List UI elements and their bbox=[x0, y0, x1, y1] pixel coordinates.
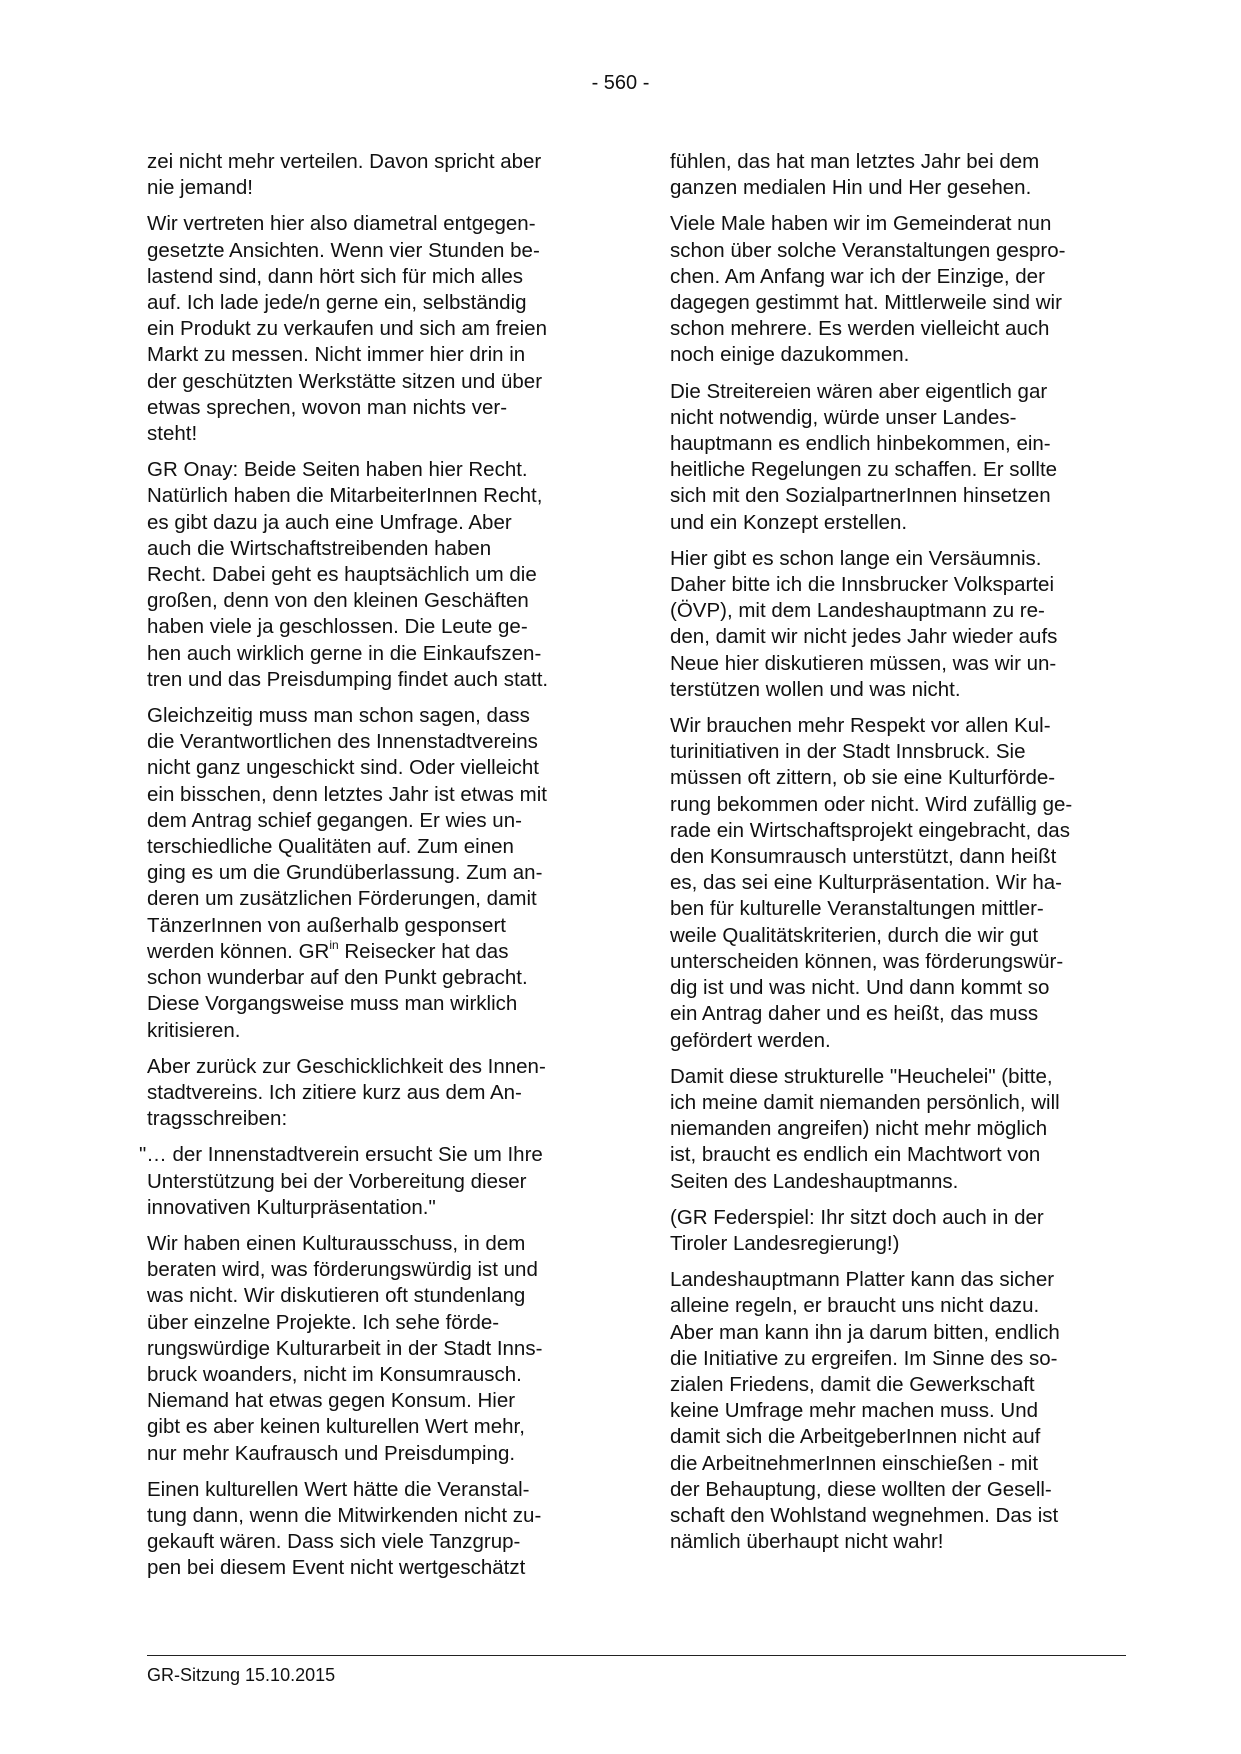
text-line: Landeshauptmann Platter kann das sicher bbox=[670, 1268, 1055, 1292]
text-line: Hier gibt es schon lange ein Versäumnis. bbox=[670, 546, 1042, 570]
text-line: Diese Vorgangsweise muss man wirklich bbox=[147, 992, 518, 1016]
text-line: und ein Konzept erstellen. bbox=[670, 510, 908, 534]
text-line: Die Streitereien wären aber eigentlich gar bbox=[670, 379, 1048, 403]
text-line: ein Produkt zu verkaufen und sich am freien bbox=[147, 317, 547, 341]
paragraph bbox=[147, 211, 603, 447]
text-line: schaft den Wohlstand wegnehmen. Das ist bbox=[670, 1503, 1059, 1527]
text-line: der geschützten Werkstätte sitzen und über bbox=[147, 369, 543, 393]
text-line: tung dann, wenn die Mitwirkenden nicht zu- bbox=[147, 1503, 542, 1527]
text-line: der Behauptung, diese wollten der Gesell- bbox=[670, 1477, 1052, 1501]
text-line: lastend sind, dann hört sich für mich alles bbox=[147, 264, 524, 288]
text-fragment: werden können. GR bbox=[147, 939, 330, 963]
text-line: stadtvereins. Ich zitiere kurz aus dem An- bbox=[147, 1080, 522, 1104]
text-line: steht! bbox=[147, 422, 198, 446]
text-line: die Verantwortlichen des Innenstadtvereins bbox=[147, 730, 538, 754]
paragraph bbox=[670, 211, 1126, 368]
paragraph bbox=[147, 149, 603, 201]
text-line: TänzerInnen von außerhalb gesponsert bbox=[147, 913, 506, 937]
text-line: etwas sprechen, wovon man nichts ver- bbox=[147, 395, 508, 419]
quotation bbox=[139, 1142, 603, 1221]
text-line: gesetzte Ansichten. Wenn vier Stunden be- bbox=[147, 238, 540, 262]
text-line: Niemand hat etwas gegen Konsum. Hier bbox=[147, 1389, 516, 1413]
text-line: nämlich überhaupt nicht wahr! bbox=[670, 1530, 944, 1554]
text-line: Wir brauchen mehr Respekt vor allen Kul- bbox=[670, 714, 1051, 738]
text-line: bruck woanders, nicht im Konsumrausch. bbox=[147, 1362, 522, 1386]
text-line: nicht ganz ungeschickt sind. Oder vielleicht bbox=[147, 756, 539, 780]
text-line: terstützen wollen und was nicht. bbox=[670, 677, 961, 701]
text-line: ben für kulturelle Veranstaltungen mittler- bbox=[670, 897, 1044, 921]
text-line: dem Antrag schief gegangen. Er wies un- bbox=[147, 808, 522, 832]
text-line: Unterstützung bei der Vorbereitung dieser bbox=[147, 1169, 527, 1193]
text-line: hen auch wirklich gerne in die Einkaufszen- bbox=[147, 641, 542, 665]
text-line: "… der Innenstadtverein ersucht Sie um Ihre bbox=[139, 1143, 543, 1167]
text-line: pen bei diesem Event nicht wertgeschätzt bbox=[147, 1556, 526, 1580]
text-line: keine Umfrage mehr machen muss. Und bbox=[670, 1399, 1039, 1423]
text-line bbox=[147, 939, 603, 965]
text-line: damit sich die ArbeitgeberInnen nicht auf bbox=[670, 1425, 1041, 1449]
text-line: Gleichzeitig muss man schon sagen, dass bbox=[147, 704, 530, 728]
text-line: tren und das Preisdumping findet auch statt. bbox=[147, 667, 549, 691]
paragraph bbox=[670, 1064, 1126, 1195]
text-line: Seiten des Landeshauptmanns. bbox=[670, 1169, 959, 1193]
text-line: den Konsumrausch unterstützt, dann heißt bbox=[670, 845, 1057, 869]
text-line: kritisieren. bbox=[147, 1018, 241, 1042]
text-line: ein bisschen, denn letztes Jahr ist etwas mit bbox=[147, 782, 547, 806]
superscript: in bbox=[329, 937, 339, 952]
paragraph bbox=[670, 1267, 1126, 1555]
text-line: dig ist und was nicht. Und dann kommt so bbox=[670, 976, 1050, 1000]
text-line: die Initiative zu ergreifen. Im Sinne des so- bbox=[670, 1346, 1058, 1370]
left-column bbox=[139, 149, 603, 1592]
text-line: die ArbeitnehmerInnen einschießen - mit bbox=[670, 1451, 1039, 1475]
text-line: Damit diese strukturelle "Heuchelei" (bitte, bbox=[670, 1064, 1053, 1088]
text-line: Viele Male haben wir im Gemeinderat nun bbox=[670, 212, 1052, 236]
paragraph bbox=[147, 703, 603, 1044]
text-line: ich meine damit niemanden persönlich, will bbox=[670, 1090, 1060, 1114]
text-line: gekauft wären. Dass sich viele Tanzgrup- bbox=[147, 1530, 521, 1554]
text-line: Wir haben einen Kulturausschuss, in dem bbox=[147, 1231, 526, 1255]
text-line: chen. Am Anfang war ich der Einzige, der bbox=[670, 264, 1045, 288]
text-line: nur mehr Kaufrausch und Preisdumping. bbox=[147, 1441, 516, 1465]
paragraph bbox=[670, 546, 1126, 703]
text-line: zei nicht mehr verteilen. Davon spricht aber bbox=[147, 150, 542, 173]
text-line: rung bekommen oder nicht. Wird zufällig ge- bbox=[670, 792, 1073, 816]
interjection bbox=[670, 1205, 1126, 1257]
footer-divider bbox=[147, 1655, 1126, 1656]
text-line: zialen Friedens, damit die Gewerkschaft bbox=[670, 1372, 1035, 1396]
text-line: Tiroler Landesregierung!) bbox=[670, 1231, 900, 1255]
text-line: großen, denn von den kleinen Geschäften bbox=[147, 589, 529, 613]
text-line: gibt es aber keinen kulturellen Wert mehr, bbox=[147, 1415, 525, 1439]
text-line: Einen kulturellen Wert hätte die Veranstal- bbox=[147, 1477, 530, 1501]
text-line: Aber man kann ihn ja darum bitten, endlich bbox=[670, 1320, 1060, 1344]
text-line: über einzelne Projekte. Ich sehe förde- bbox=[147, 1310, 500, 1334]
right-column bbox=[670, 149, 1126, 1565]
paragraph bbox=[147, 457, 603, 693]
paragraph bbox=[670, 713, 1126, 1054]
text-line: es, das sei eine Kulturpräsentation. Wir ha- bbox=[670, 871, 1062, 895]
text-line: deren um zusätzlichen Förderungen, damit bbox=[147, 887, 537, 911]
text-line: müssen oft zittern, ob sie eine Kulturförde- bbox=[670, 766, 1056, 790]
text-line: innovativen Kulturpräsentation." bbox=[147, 1195, 436, 1219]
text-line: fühlen, das hat man letztes Jahr bei dem bbox=[670, 150, 1040, 173]
text-fragment: Reisecker hat das bbox=[338, 939, 509, 963]
text-line: rungswürdige Kulturarbeit in der Stadt Inns- bbox=[147, 1336, 543, 1360]
text-line: schon mehrere. Es werden vielleicht auch bbox=[670, 317, 1050, 341]
text-line: nicht notwendig, würde unser Landes- bbox=[670, 405, 1017, 429]
text-line: den, damit wir nicht jedes Jahr wieder aufs bbox=[670, 625, 1058, 649]
text-line: alleine regeln, er braucht uns nicht dazu. bbox=[670, 1294, 1040, 1318]
text-line: ging es um die Grundüberlassung. Zum an- bbox=[147, 861, 543, 885]
footer-session-date: GR-Sitzung 15.10.2015 bbox=[147, 1665, 336, 1685]
text-line: auch die Wirtschaftstreibenden haben bbox=[147, 536, 492, 560]
text-line: es gibt dazu ja auch eine Umfrage. Aber bbox=[147, 510, 512, 534]
text-line: schon wunderbar auf den Punkt gebracht. bbox=[147, 966, 528, 990]
page-number: - 560 - bbox=[591, 72, 650, 94]
text-line: (ÖVP), mit dem Landeshauptmann zu re- bbox=[670, 599, 1045, 623]
text-line: Wir vertreten hier also diametral entgegen- bbox=[147, 212, 536, 236]
text-line: ist, braucht es endlich ein Machtwort von bbox=[670, 1143, 1041, 1167]
text-line: heitliche Regelungen zu schaffen. Er sollte bbox=[670, 458, 1058, 482]
text-line: nie jemand! bbox=[147, 176, 253, 200]
text-line: rade ein Wirtschaftsprojekt eingebracht, das bbox=[670, 818, 1070, 842]
text-line: (GR Federspiel: Ihr sitzt doch auch in der bbox=[670, 1205, 1044, 1229]
text-line: beraten wird, was förderungswürdig ist und bbox=[147, 1258, 538, 1282]
text-line: GR Onay: Beide Seiten haben hier Recht. bbox=[147, 458, 528, 482]
text-line: niemanden angreifen) nicht mehr möglich bbox=[670, 1117, 1048, 1141]
text-line: weile Qualitätskriterien, durch die wir gut bbox=[670, 923, 1039, 947]
text-line: unterscheiden können, was förderungswür- bbox=[670, 949, 1064, 973]
text-line: auf. Ich lade jede/n gerne ein, selbständig bbox=[147, 291, 527, 315]
text-line: was nicht. Wir diskutieren oft stundenlang bbox=[147, 1284, 526, 1308]
paragraph bbox=[147, 1054, 603, 1133]
text-line: noch einige dazukommen. bbox=[670, 343, 910, 367]
text-line: turinitiativen in der Stadt Innsbruck. Sie bbox=[670, 740, 1026, 764]
text-line: tragsschreiben: bbox=[147, 1107, 288, 1131]
text-line: terschiedliche Qualitäten auf. Zum einen bbox=[147, 835, 514, 859]
paragraph bbox=[147, 1231, 603, 1467]
text-line: Neue hier diskutieren müssen, was wir un- bbox=[670, 651, 1057, 675]
text-line: Markt zu messen. Nicht immer hier drin in bbox=[147, 343, 526, 367]
text-line: ganzen medialen Hin und Her gesehen. bbox=[670, 176, 1032, 200]
text-line: sich mit den SozialpartnerInnen hinsetzen bbox=[670, 484, 1051, 508]
text-line: Aber zurück zur Geschicklichkeit des Innen- bbox=[147, 1054, 546, 1078]
text-line: Recht. Dabei geht es hauptsächlich um die bbox=[147, 563, 537, 587]
text-line: hauptmann es endlich hinbekommen, ein- bbox=[670, 432, 1051, 456]
paragraph bbox=[670, 149, 1126, 201]
paragraph bbox=[670, 379, 1126, 536]
text-line: dagegen gestimmt hat. Mittlerweile sind wir bbox=[670, 291, 1062, 315]
paragraph bbox=[147, 1477, 603, 1582]
text-line: Daher bitte ich die Innsbrucker Volkspartei bbox=[670, 573, 1055, 597]
text-line: Natürlich haben die MitarbeiterInnen Recht, bbox=[147, 484, 543, 508]
text-line: schon über solche Veranstaltungen gespro- bbox=[670, 238, 1066, 262]
text-line: gefördert werden. bbox=[670, 1028, 831, 1052]
text-line: haben viele ja geschlossen. Die Leute ge- bbox=[147, 615, 528, 639]
text-line: ein Antrag daher und es heißt, das muss bbox=[670, 1002, 1039, 1026]
